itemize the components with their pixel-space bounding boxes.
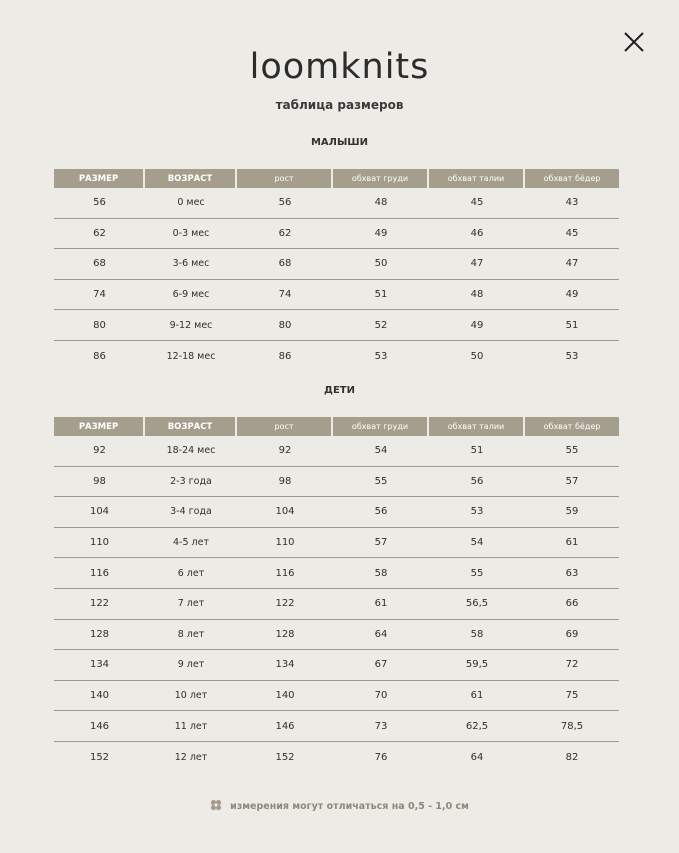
kids-size-table [54,417,619,773]
cell-height: 140 [237,681,333,712]
cell-age: 12-18 мес [166,350,216,362]
cell-size: 56 [54,188,145,219]
header-hips: обхват бёдер [525,169,619,188]
cell-hips: 45 [525,219,619,250]
header-waist: обхват талии [429,417,525,436]
cell-waist: 47 [429,249,525,280]
table-row [54,620,619,651]
cell-size: 92 [54,436,145,467]
cell-height: 86 [278,350,292,362]
cell-waist: 56 [429,467,525,498]
cell-chest: 55 [333,467,429,498]
cell-size: 116 [54,558,145,589]
cell-chest: 48 [333,188,429,219]
cell-hips: 69 [525,620,619,651]
cell-waist: 51 [429,436,525,467]
cell-hips: 63 [525,558,619,589]
cell-hips: 59 [525,497,619,528]
cell-age: 9 лет [145,650,237,681]
cell-age: 3-6 мес [145,249,237,280]
cell-chest: 54 [333,436,429,467]
cell-age: 7 лет [145,589,237,620]
header-chest: обхват груди [333,417,429,436]
cell-size: 146 [54,711,145,742]
cell-age: 12 лет [174,751,208,763]
table-row [54,681,619,712]
cell-size: 140 [54,681,145,712]
cell-waist: 56,5 [429,589,525,620]
table-row [54,436,619,467]
table-row [54,310,619,341]
cell-waist: 58 [429,620,525,651]
cell-hips: 66 [525,589,619,620]
cell-hips: 51 [525,310,619,341]
cell-age: 3-4 года [145,497,237,528]
cell-waist: 49 [429,310,525,341]
table-row [54,249,619,280]
header-hips: обхват бёдер [525,417,619,436]
cell-waist: 54 [429,528,525,559]
cell-waist: 55 [429,558,525,589]
cell-chest: 61 [333,589,429,620]
cell-chest: 49 [333,219,429,250]
cell-size: 122 [54,589,145,620]
cell-waist: 53 [429,497,525,528]
cell-age: 8 лет [145,620,237,651]
cell-age: 9-12 мес [145,310,237,341]
table-header-row [54,417,619,436]
babies-size-table [54,169,619,372]
cell-height: 110 [237,528,333,559]
cell-waist: 64 [470,751,484,763]
cell-height: 134 [237,650,333,681]
cell-chest: 73 [333,711,429,742]
cell-chest: 58 [333,558,429,589]
table-row [54,650,619,681]
cell-height: 98 [237,467,333,498]
cell-waist: 48 [429,280,525,311]
cell-height: 74 [237,280,333,311]
cell-hips: 82 [565,751,579,763]
cell-chest: 57 [333,528,429,559]
cell-size: 80 [54,310,145,341]
cell-height: 104 [237,497,333,528]
cell-hips: 78,5 [525,711,619,742]
cell-waist: 61 [429,681,525,712]
cell-hips: 53 [565,350,579,362]
cell-size: 104 [54,497,145,528]
cell-size: 68 [54,249,145,280]
header-height: рост [237,169,333,188]
cell-age: 4-5 лет [145,528,237,559]
table-row [54,280,619,311]
cell-size: 128 [54,620,145,651]
cell-chest: 50 [333,249,429,280]
header-size: РАЗМЕР [54,169,145,188]
cell-hips: 72 [525,650,619,681]
table-row [54,711,619,742]
cell-hips: 75 [525,681,619,712]
cell-chest: 70 [333,681,429,712]
cell-age: 10 лет [145,681,237,712]
cell-waist: 46 [429,219,525,250]
cell-size: 86 [93,350,106,362]
measurement-note [0,799,679,814]
cell-size: 74 [54,280,145,311]
table-row [54,188,619,219]
cell-height: 116 [237,558,333,589]
cell-hips: 61 [525,528,619,559]
cell-hips: 47 [525,249,619,280]
cell-age: 6-9 мес [145,280,237,311]
cell-chest: 52 [333,310,429,341]
page-title: таблица размеров [275,98,404,112]
cell-chest: 51 [333,280,429,311]
header-chest: обхват груди [333,169,429,188]
cell-height: 68 [237,249,333,280]
flower-icon [210,799,222,814]
cell-height: 62 [237,219,333,250]
cell-waist: 50 [470,350,484,362]
cell-chest: 67 [333,650,429,681]
cell-hips: 49 [525,280,619,311]
cell-chest: 56 [333,497,429,528]
cell-chest: 53 [374,350,388,362]
cell-age: 0-3 мес [145,219,237,250]
cell-height: 152 [275,751,295,763]
table-row [54,528,619,559]
cell-height: 80 [237,310,333,341]
kids-table-body [54,436,619,773]
cell-waist: 59,5 [429,650,525,681]
cell-age: 18-24 мес [145,436,237,467]
measurement-note-text: измерения могут отличаться на 0,5 - 1,0 см [230,801,469,812]
header-waist: обхват талии [429,169,525,188]
cell-age: 6 лет [145,558,237,589]
cell-age: 2-3 года [145,467,237,498]
section-title-babies: МАЛЫШИ [310,137,369,148]
table-row [54,742,619,773]
header-height: рост [237,417,333,436]
header-size: РАЗМЕР [54,417,145,436]
cell-height: 128 [237,620,333,651]
babies-table-body [54,188,619,372]
cell-size: 98 [54,467,145,498]
table-row [54,497,619,528]
section-title-kids: ДЕТИ [324,385,355,396]
cell-hips: 43 [525,188,619,219]
cell-size: 62 [54,219,145,250]
cell-chest: 76 [374,751,388,763]
table-row [54,219,619,250]
cell-size: 110 [54,528,145,559]
cell-waist: 62,5 [429,711,525,742]
table-header-row [54,169,619,188]
cell-height: 56 [237,188,333,219]
table-row [54,341,619,372]
cell-age: 0 мес [145,188,237,219]
brand-logo: loomknits [249,47,430,87]
cell-chest: 64 [333,620,429,651]
cell-size: 134 [54,650,145,681]
table-row [54,558,619,589]
cell-height: 146 [237,711,333,742]
header-age: ВОЗРАСТ [145,417,237,436]
cell-hips: 57 [525,467,619,498]
cell-size: 152 [89,751,110,763]
cell-height: 122 [237,589,333,620]
table-row [54,467,619,498]
header-age: ВОЗРАСТ [145,169,237,188]
cell-waist: 45 [429,188,525,219]
table-row [54,589,619,620]
cell-hips: 55 [525,436,619,467]
cell-age: 11 лет [145,711,237,742]
cell-height: 92 [237,436,333,467]
